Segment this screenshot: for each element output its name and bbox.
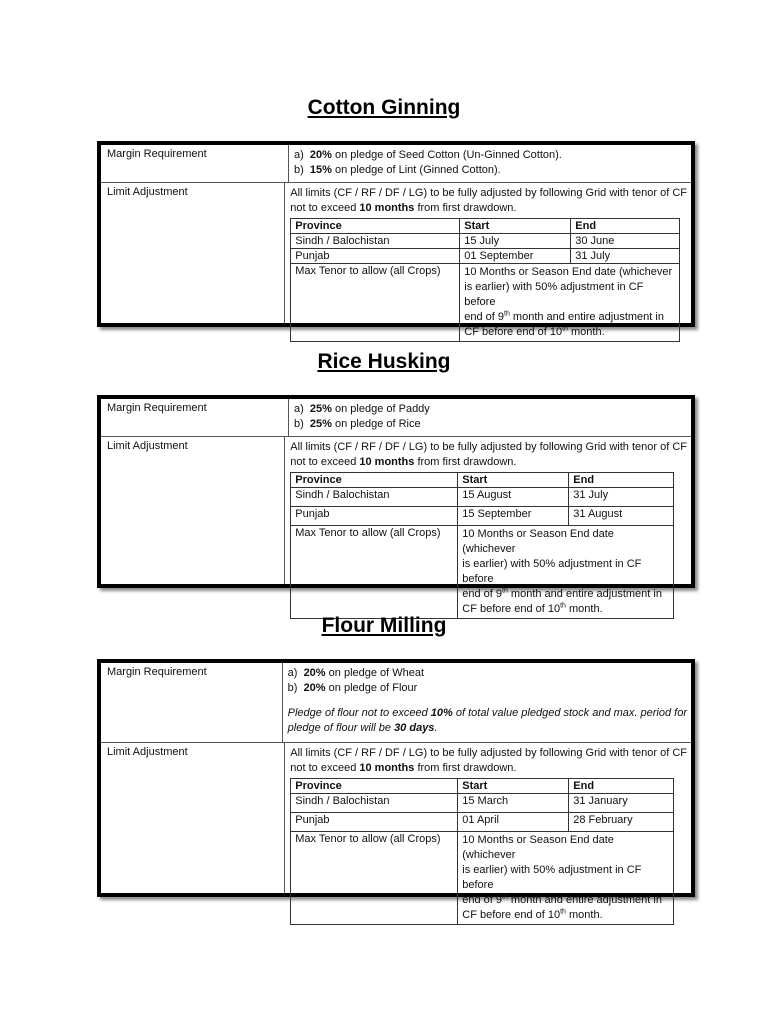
section-title: Flour Milling bbox=[321, 614, 447, 637]
limit-adjustment-row bbox=[101, 183, 691, 338]
limit-text: All limits (CF / RF / DF / LG) to be fully adjusted by following Grid with tenor of CF bbox=[290, 187, 687, 199]
max-tenor-text: 10 Months or Season End date (whichever is earlier) with 50% adjustment in CF before end of 9th month and entire adjustment in CF before end of 10th month. bbox=[460, 264, 680, 342]
margin-requirement-row bbox=[101, 145, 691, 183]
grid-cell: Sindh / Balochistan bbox=[291, 234, 460, 249]
grid-cell: 31 January bbox=[569, 794, 674, 813]
grid-cell: Punjab bbox=[291, 507, 458, 526]
grid-header: Start bbox=[460, 219, 571, 234]
grid-cell: 30 June bbox=[571, 234, 680, 249]
grid-cell: Punjab bbox=[291, 249, 460, 264]
margin-item: a) 20% on pledge of Seed Cotton (Un-Ginned Cotton). bbox=[294, 149, 562, 161]
margin-item: b) 15% on pledge of Lint (Ginned Cotton). bbox=[294, 164, 501, 176]
flour-milling-table bbox=[97, 659, 695, 921]
row-label: Limit Adjustment bbox=[101, 437, 285, 584]
row-label: Limit Adjustment bbox=[101, 183, 285, 323]
limit-text: not to exceed 10 months from first drawdown. bbox=[290, 456, 517, 468]
grid-cell: Max Tenor to allow (all Crops) bbox=[291, 526, 458, 619]
grid-header: Province bbox=[291, 473, 458, 488]
rice-husking-table bbox=[97, 395, 695, 615]
margin-item: a) 25% on pledge of Paddy bbox=[294, 403, 430, 415]
section-title: Rice Husking bbox=[317, 350, 451, 373]
grid-cell: Max Tenor to allow (all Crops) bbox=[291, 264, 460, 342]
limit-text: All limits (CF / RF / DF / LG) to be fully adjusted by following Grid with tenor of CF bbox=[290, 441, 687, 453]
grid-cell: 15 July bbox=[460, 234, 571, 249]
grid-cell: Max Tenor to allow (all Crops) bbox=[291, 832, 458, 925]
tenor-grid bbox=[290, 218, 680, 342]
limit-adjustment-row bbox=[101, 437, 691, 615]
grid-header: Province bbox=[291, 219, 460, 234]
row-label: Margin Requirement bbox=[101, 145, 289, 182]
grid-header: End bbox=[569, 779, 674, 794]
grid-cell: Sindh / Balochistan bbox=[291, 488, 458, 507]
row-label: Margin Requirement bbox=[101, 663, 283, 742]
limit-text: not to exceed 10 months from first drawdown. bbox=[290, 762, 517, 774]
grid-cell: 15 August bbox=[458, 488, 569, 507]
limit-adjustment-row bbox=[101, 743, 691, 921]
grid-cell: 28 February bbox=[569, 813, 674, 832]
max-tenor-text: 10 Months or Season End date (whichever is earlier) with 50% adjustment in CF before end of 9th month and entire adjustment in CF before end of 10th month. bbox=[458, 526, 674, 619]
grid-cell: 01 September bbox=[460, 249, 571, 264]
grid-header: Start bbox=[458, 779, 569, 794]
grid-header: Start bbox=[458, 473, 569, 488]
grid-cell: 31 July bbox=[569, 488, 674, 507]
max-tenor-text: 10 Months or Season End date (whichever is earlier) with 50% adjustment in CF before end of 9th month and entire adjustment in CF before end of 10th month. bbox=[458, 832, 674, 925]
margin-item: b) 20% on pledge of Flour bbox=[287, 682, 418, 694]
limit-text: All limits (CF / RF / DF / LG) to be fully adjusted by following Grid with tenor of CF bbox=[290, 747, 687, 759]
limit-text: not to exceed 10 months from first drawdown. bbox=[290, 202, 517, 214]
grid-cell: 15 September bbox=[458, 507, 569, 526]
margin-item: a) 20% on pledge of Wheat bbox=[287, 667, 425, 679]
grid-cell: Punjab bbox=[291, 813, 458, 832]
margin-item: b) 25% on pledge of Rice bbox=[294, 418, 421, 430]
cotton-ginning-table bbox=[97, 141, 695, 338]
tenor-grid bbox=[290, 778, 674, 925]
pledge-note: Pledge of flour not to exceed 10% of total value pledged stock and max. period for bbox=[287, 707, 687, 719]
grid-header: End bbox=[571, 219, 680, 234]
margin-requirement-row bbox=[101, 399, 691, 437]
pledge-note: pledge of flour will be 30 days. bbox=[287, 722, 438, 734]
margin-requirement-row bbox=[101, 663, 691, 743]
grid-cell: 15 March bbox=[458, 794, 569, 813]
row-label: Margin Requirement bbox=[101, 399, 289, 436]
grid-cell: 31 July bbox=[571, 249, 680, 264]
grid-cell: 01 April bbox=[458, 813, 569, 832]
grid-cell: 31 August bbox=[569, 507, 674, 526]
grid-header: Province bbox=[291, 779, 458, 794]
grid-cell: Sindh / Balochistan bbox=[291, 794, 458, 813]
grid-header: End bbox=[569, 473, 674, 488]
section-title: Cotton Ginning bbox=[307, 96, 461, 119]
row-label: Limit Adjustment bbox=[101, 743, 285, 893]
tenor-grid bbox=[290, 472, 674, 619]
